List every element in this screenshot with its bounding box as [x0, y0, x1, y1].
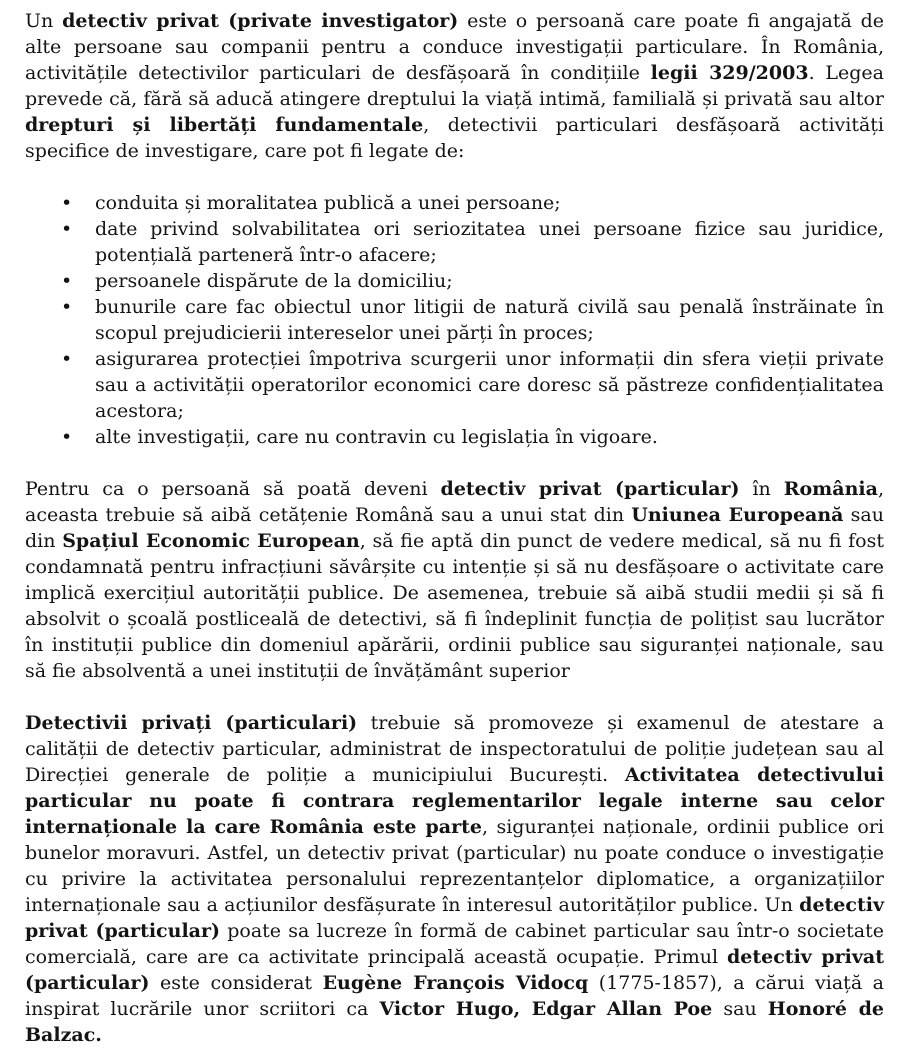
bold-text-run: detectiv privat (particular)	[440, 478, 740, 500]
text-run: în	[739, 478, 784, 500]
list-item: • bunurile care fac obiectul unor litigii de natură civilă sau penală înstrăinate în scopul prejudicierii intereselor unei părți în proces;	[95, 294, 884, 346]
list-item: • date privind solvabilitatea ori seriozitatea unei persoane fizice sau juridice, potențială parteneră într-o afacere;	[95, 216, 884, 268]
text-run: . Legea prevede că, fără să aducă atingere dreptului la viață intimă, familială și privată sau altor	[25, 62, 884, 110]
text-run: trebuie să promoveze și examenul de atestare a calității de detectiv particular, administrat de inspectoratului de poliție județean sau al Direcției generale de poliție a municipiului București.	[25, 712, 884, 786]
text-run: este o persoană care poate fi angajată de alte persoane sau companii pentru a conduce investigații particulare. În România, activitățile detectivilor particulari de desfășoară în condițiile	[25, 10, 885, 84]
bold-text-run: Honoré de Balzac.	[25, 998, 885, 1046]
bold-text-run: Victor Hugo, Edgar Allan Poe	[379, 998, 713, 1020]
investigation-activities-list	[25, 190, 884, 450]
text-run: sau	[712, 998, 768, 1020]
bold-text-run: detectiv privat (private investigator)	[62, 10, 459, 32]
text-run: Pentru ca o persoană să poată deveni	[25, 478, 441, 500]
list-item: • persoanele dispărute de la domiciliu;	[95, 268, 884, 294]
list-item: • conduita și moralitatea publică a unei persoane;	[95, 190, 884, 216]
text-run: , siguranței naționale, ordinii publice ori bunelor moravuri. Astfel, un detectiv privat (particular) nu poate conduce o investigație cu privire la activitatea personalului reprezentanțelor diplomatice, a organizațiilor internaționale sau a acțiunilor desfășurate în interesul autorităților publice. Un	[25, 816, 884, 916]
bold-text-run: România	[783, 478, 878, 500]
list-item: • alte investigații, care nu contravin cu legislația în vigoare.	[95, 424, 884, 450]
text-run: , aceasta trebuie să aibă cetățenie Română sau a unui stat din	[25, 478, 884, 526]
text-run: Un	[25, 10, 63, 32]
bold-text-run: legii 329/2003	[650, 62, 809, 84]
text-run: (1775-1857), a cărui viață a inspirat lucrările unor scriitori ca	[25, 972, 885, 1020]
bold-text-run: drepturi și libertăți fundamentale	[25, 114, 424, 136]
bold-text-run: detectiv privat (particular)	[25, 894, 884, 942]
exam-and-history-paragraph	[25, 710, 884, 1048]
bold-text-run: Spațiul Economic European	[62, 530, 360, 552]
bold-text-run: Eugène François Vidocq	[322, 972, 589, 994]
text-run: , detectivii particulari desfășoară activități specifice de investigare, care pot fi legate de:	[25, 114, 885, 162]
requirements-paragraph	[25, 476, 884, 684]
list-item: • asigurarea protecției împotriva scurgerii unor informații din sfera vieții private sau a activității operatorilor economici care doresc să păstreze confidențialitatea acestora;	[95, 346, 884, 424]
text-run: este considerat	[149, 972, 323, 994]
bold-text-run: Detectivii privați (particulari)	[25, 712, 358, 734]
text-run: poate sa lucreze în formă de cabinet particular sau într-o societate comercială, care are ca activitate principală această ocupație. Primul	[25, 920, 884, 968]
bold-text-run: Activitatea detectivului particular nu poate fi contrara reglementarilor legale interne sau celor internaționale la care România este parte	[25, 764, 884, 838]
text-run: sau din	[25, 504, 884, 552]
bold-text-run: Uniunea Europeană	[631, 504, 844, 526]
bold-text-run: detectiv privat (particular)	[25, 946, 884, 994]
intro-paragraph	[25, 8, 884, 164]
text-run: , să fie aptă din punct de vedere medical, să nu fi fost condamnată pentru infracțiuni săvârșite cu intenție și să nu desfășoare o activitate care implică exercițiul autorității publice. De asemenea, trebuie să aibă studii medii și să fi absolvit o școală postliceală de detectivi, să fi îndeplinit funcția de polițist sau lucrător în instituții publice din domeniul apărării, ordinii publice sau siguranței naționale, sau să fie absolventă a unei instituții de învățământ superior	[25, 530, 885, 682]
